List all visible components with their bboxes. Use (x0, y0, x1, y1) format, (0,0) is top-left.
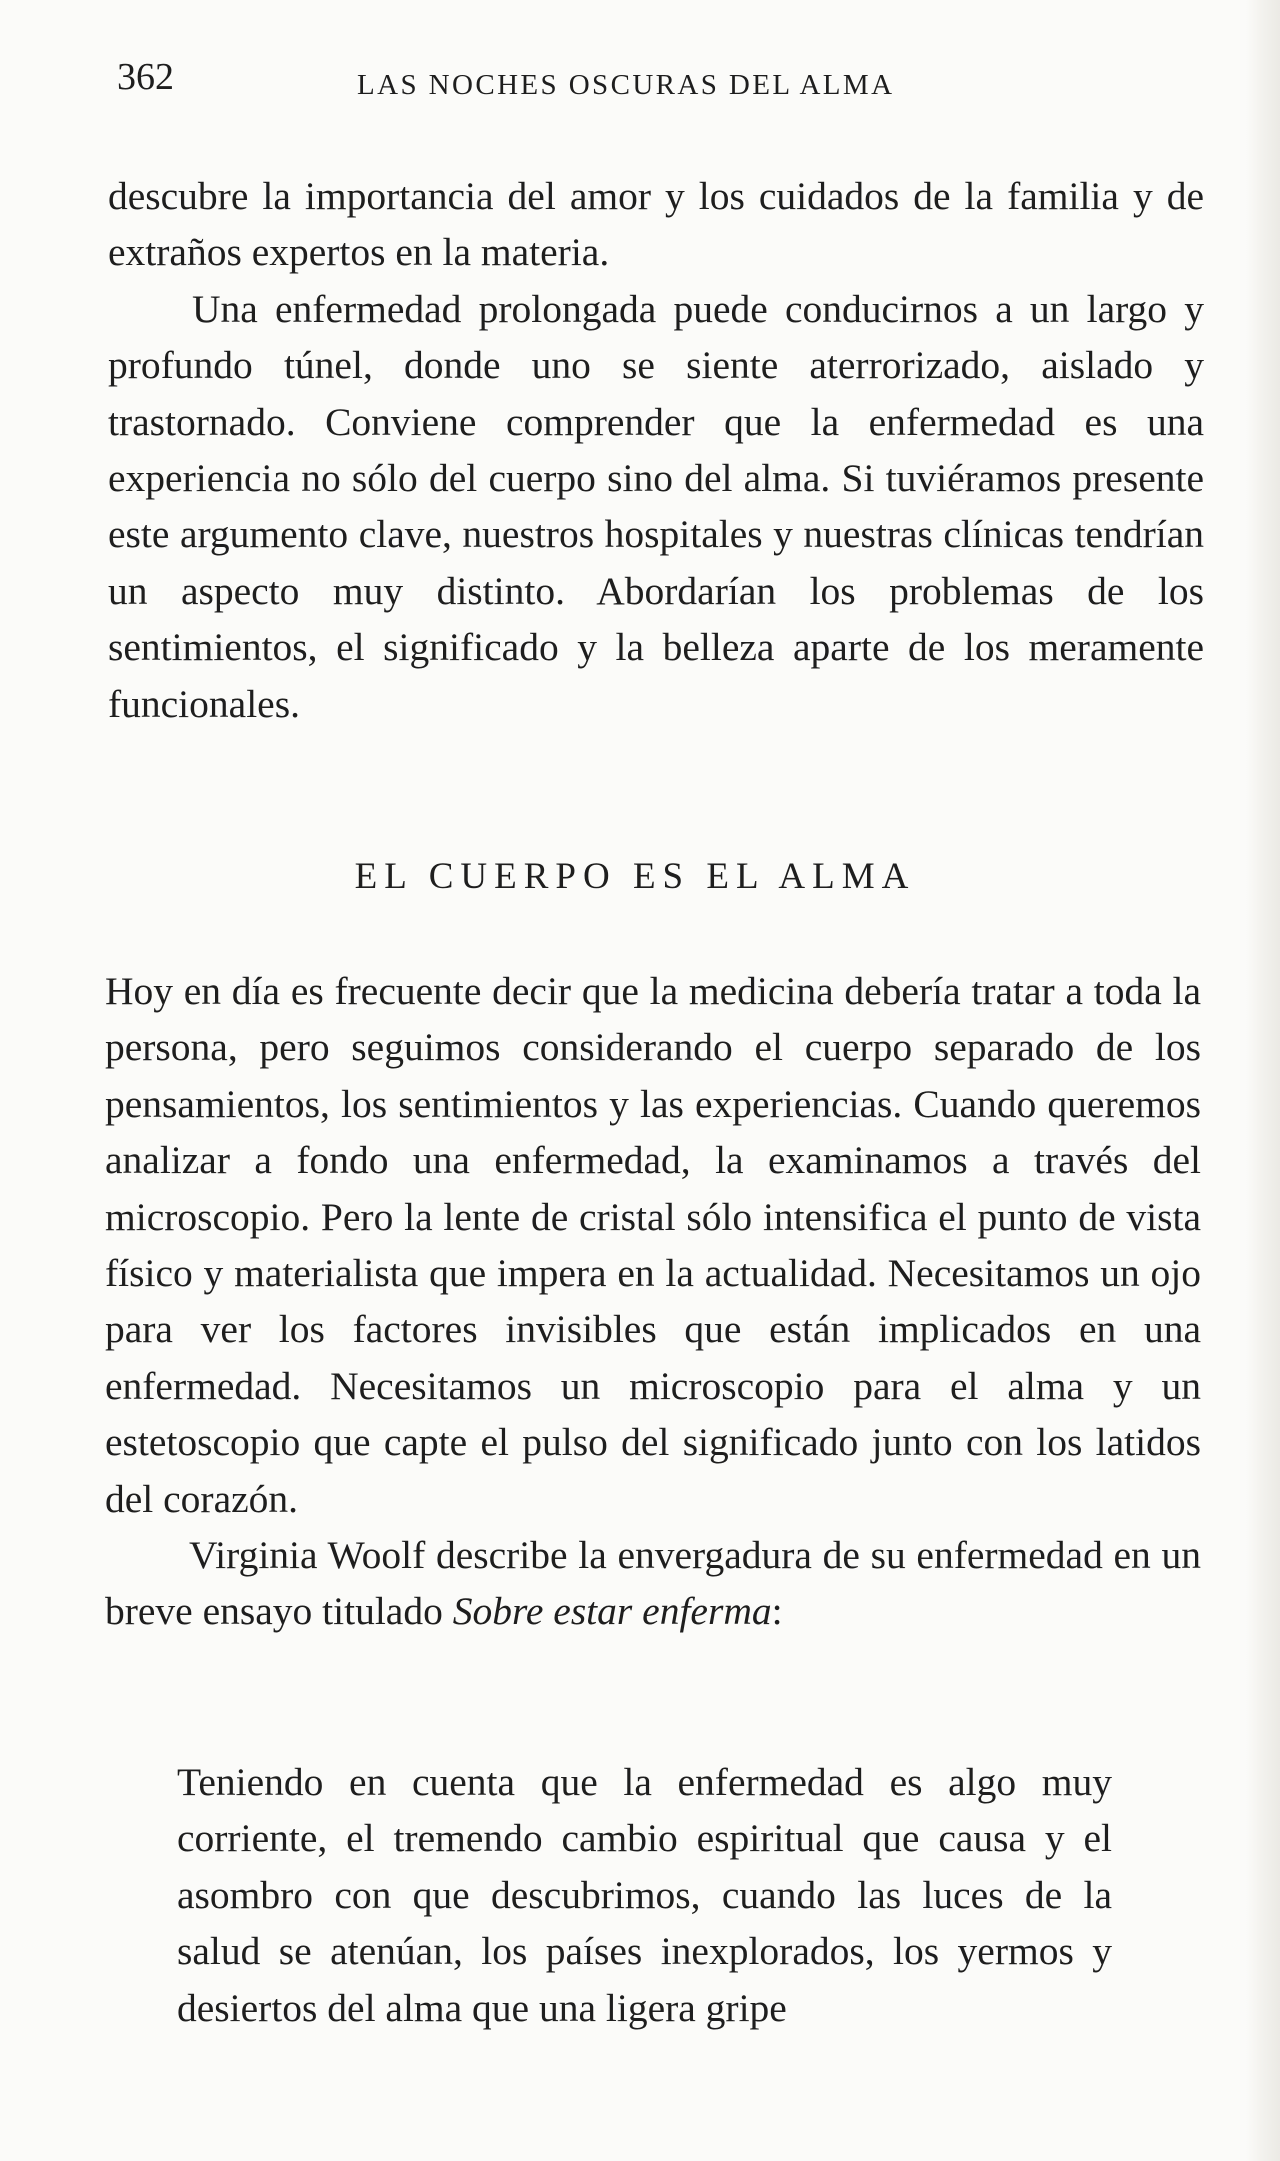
running-title: LAS NOCHES OSCURAS DEL ALMA (357, 69, 895, 101)
section-one-text (108, 168, 1204, 732)
essay-title: Sobre estar enferma (452, 1589, 772, 1634)
block-quote: Teniendo en cuenta que la enfermedad es algo muy corriente, el tremendo cambio espiritual que causa y el asombro con que descubrimos, cuando las luces de la salud se atenúan, los países inexplorados, los yermos y desiertos del alma que una ligera gripe (177, 1760, 1112, 2030)
woolf-tail-text: : (771, 1589, 783, 1634)
page-header (117, 55, 1217, 105)
paragraph-illness-tunnel: Una enfermedad prolongada puede conducirnos a un largo y profundo túnel, donde uno se siente aterrorizado, aislado y trastornado. Conviene comprender que la enfermedad es una experiencia no sólo del cuerpo sino del alma. Si tuviéramos presente este argumento clave, nuestros hospitales y nuestras clínicas tendrían un aspecto muy distinto. Abordarían los problemas de los sentimientos, el significado y la belleza aparte de los meramente funcionales. (108, 286, 1204, 726)
woolf-lead-text: Virginia Woolf describe la envergadura de su enfermedad en un breve ensayo titulado (105, 1533, 1201, 1634)
paragraph-virginia-woolf (105, 1527, 1201, 1640)
paragraph-continued: descubre la importancia del amor y los cuidados de la familia y de extraños expertos en la materia. (108, 174, 1204, 275)
page-edge-shadow (1246, 0, 1280, 2161)
section-two-text (105, 963, 1201, 1640)
section-heading: EL CUERPO ES EL ALMA (354, 856, 916, 897)
paragraph-medicine: Hoy en día es frecuente decir que la medicina debería tratar a toda la persona, pero seguimos considerando el cuerpo separado de los pensamientos, los sentimientos y las experiencias. Cuando queremos analizar a fondo una enfermedad, la examinamos a través del microscopio. Pero la lente de cristal sólo intensifica el punto de vista físico y materialista que impera en la actualidad. Necesitamos un ojo para ver los factores invisibles que están implicados en una enfermedad. Necesitamos un microscopio para el alma y un estetoscopio que capte el pulso del significado junto con los latidos del corazón. (105, 969, 1201, 1521)
page-number: 362 (117, 56, 174, 98)
